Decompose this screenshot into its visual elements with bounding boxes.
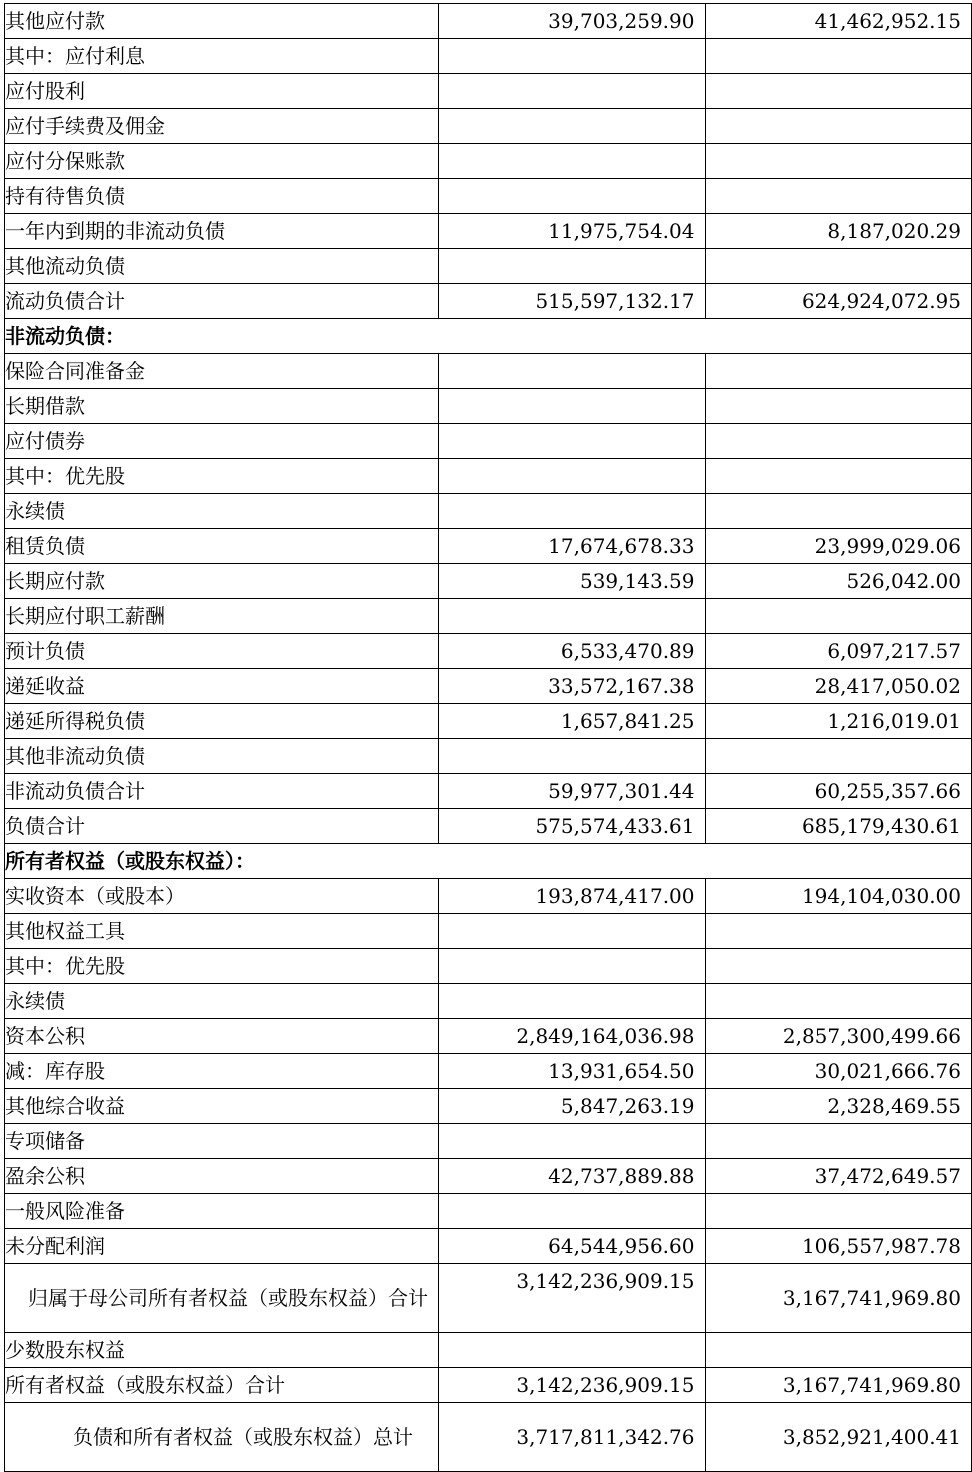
table-row — [5, 564, 972, 599]
subtotal-row — [5, 774, 972, 809]
table-row — [5, 1194, 972, 1229]
row-value-current: 42,737,889.88 — [439, 1159, 706, 1194]
row-value-current: 575,574,433.61 — [439, 809, 706, 844]
row-label: 专项储备 — [5, 1124, 439, 1159]
row-value-current — [439, 424, 706, 459]
row-label: 长期应付款 — [5, 564, 439, 599]
row-value-prior: 37,472,649.57 — [705, 1159, 972, 1194]
row-value-current: 17,674,678.33 — [439, 529, 706, 564]
row-value-prior — [705, 494, 972, 529]
row-value-prior: 41,462,952.15 — [705, 4, 972, 39]
table-row — [5, 949, 972, 984]
row-label: 应付分保账款 — [5, 144, 439, 179]
subtotal-row — [5, 284, 972, 319]
table-row — [5, 879, 972, 914]
row-value-prior — [705, 1333, 972, 1368]
row-value-current — [439, 914, 706, 949]
row-label: 其中：优先股 — [5, 949, 439, 984]
row-label: 所有者权益（或股东权益）合计 — [5, 1368, 439, 1403]
balance-sheet-table — [4, 3, 972, 1472]
row-value-current — [439, 179, 706, 214]
row-label: 未分配利润 — [5, 1229, 439, 1264]
grand-total-row — [5, 1403, 972, 1472]
row-value-prior — [705, 354, 972, 389]
row-value-prior — [705, 109, 972, 144]
table-row — [5, 634, 972, 669]
row-label: 减：库存股 — [5, 1054, 439, 1089]
row-value-current: 6,533,470.89 — [439, 634, 706, 669]
row-label: 一般风险准备 — [5, 1194, 439, 1229]
table-row — [5, 459, 972, 494]
row-value-prior — [705, 949, 972, 984]
row-value-prior: 6,097,217.57 — [705, 634, 972, 669]
table-row — [5, 599, 972, 634]
row-label: 永续债 — [5, 984, 439, 1019]
table-row — [5, 1019, 972, 1054]
table-row — [5, 984, 972, 1019]
row-value-prior: 28,417,050.02 — [705, 669, 972, 704]
row-value-prior: 23,999,029.06 — [705, 529, 972, 564]
row-value-current: 539,143.59 — [439, 564, 706, 599]
row-value-prior — [705, 914, 972, 949]
row-label: 保险合同准备金 — [5, 354, 439, 389]
table-row — [5, 1054, 972, 1089]
table-row — [5, 179, 972, 214]
row-label: 其中：优先股 — [5, 459, 439, 494]
row-value-current — [439, 1194, 706, 1229]
table-row — [5, 704, 972, 739]
section-title: 所有者权益（或股东权益）： — [5, 844, 972, 879]
row-label: 资本公积 — [5, 1019, 439, 1054]
table-row — [5, 1333, 972, 1368]
row-value-current — [439, 949, 706, 984]
row-value-current — [439, 1333, 706, 1368]
row-value-prior: 526,042.00 — [705, 564, 972, 599]
table-row — [5, 109, 972, 144]
subtotal-row — [5, 1264, 972, 1333]
row-label: 持有待售负债 — [5, 179, 439, 214]
row-label: 递延收益 — [5, 669, 439, 704]
table-row — [5, 389, 972, 424]
row-label: 盈余公积 — [5, 1159, 439, 1194]
section-header-row — [5, 844, 972, 879]
row-label: 流动负债合计 — [5, 284, 439, 319]
table-row — [5, 214, 972, 249]
row-value-current: 13,931,654.50 — [439, 1054, 706, 1089]
row-label: 其他应付款 — [5, 4, 439, 39]
row-label: 其他非流动负债 — [5, 739, 439, 774]
total-row — [5, 1368, 972, 1403]
row-value-current: 11,975,754.04 — [439, 214, 706, 249]
table-row — [5, 1229, 972, 1264]
row-value-current — [439, 1124, 706, 1159]
row-value-prior — [705, 74, 972, 109]
row-label: 少数股东权益 — [5, 1333, 439, 1368]
row-value-current — [439, 39, 706, 74]
row-label: 其他权益工具 — [5, 914, 439, 949]
row-label: 递延所得税负债 — [5, 704, 439, 739]
row-value-current — [439, 599, 706, 634]
row-label: 预计负债 — [5, 634, 439, 669]
table-row — [5, 494, 972, 529]
table-row — [5, 1124, 972, 1159]
row-value-current — [439, 109, 706, 144]
row-value-prior: 624,924,072.95 — [705, 284, 972, 319]
row-value-prior: 8,187,020.29 — [705, 214, 972, 249]
row-value-prior — [705, 599, 972, 634]
row-value-prior: 2,857,300,499.66 — [705, 1019, 972, 1054]
row-label: 负债合计 — [5, 809, 439, 844]
row-value-prior — [705, 984, 972, 1019]
row-value-prior: 194,104,030.00 — [705, 879, 972, 914]
table-row — [5, 669, 972, 704]
row-value-current: 3,142,236,909.15 — [439, 1368, 706, 1403]
row-value-current: 515,597,132.17 — [439, 284, 706, 319]
row-value-current: 3,142,236,909.15 — [439, 1264, 706, 1333]
row-value-prior: 106,557,987.78 — [705, 1229, 972, 1264]
table-row — [5, 249, 972, 284]
row-label: 长期借款 — [5, 389, 439, 424]
section-title: 非流动负债： — [5, 319, 972, 354]
table-row — [5, 529, 972, 564]
row-value-current — [439, 389, 706, 424]
row-value-prior: 1,216,019.01 — [705, 704, 972, 739]
row-value-prior — [705, 249, 972, 284]
row-value-current: 1,657,841.25 — [439, 704, 706, 739]
row-value-prior: 3,167,741,969.80 — [705, 1264, 972, 1333]
row-label: 非流动负债合计 — [5, 774, 439, 809]
row-value-prior — [705, 179, 972, 214]
table-row — [5, 914, 972, 949]
row-value-prior — [705, 1194, 972, 1229]
row-value-current — [439, 74, 706, 109]
table-row — [5, 39, 972, 74]
row-value-prior: 3,167,741,969.80 — [705, 1368, 972, 1403]
row-value-current: 3,717,811,342.76 — [439, 1403, 706, 1472]
row-label: 应付手续费及佣金 — [5, 109, 439, 144]
row-label: 租赁负债 — [5, 529, 439, 564]
row-value-current: 59,977,301.44 — [439, 774, 706, 809]
row-value-current: 33,572,167.38 — [439, 669, 706, 704]
row-value-current: 5,847,263.19 — [439, 1089, 706, 1124]
row-label: 应付债券 — [5, 424, 439, 459]
row-label: 其他流动负债 — [5, 249, 439, 284]
row-value-current: 2,849,164,036.98 — [439, 1019, 706, 1054]
row-label: 负债和所有者权益（或股东权益）总计 — [5, 1403, 439, 1472]
row-value-prior — [705, 424, 972, 459]
row-value-current — [439, 354, 706, 389]
row-value-current — [439, 249, 706, 284]
row-value-prior — [705, 389, 972, 424]
table-row — [5, 424, 972, 459]
row-label: 永续债 — [5, 494, 439, 529]
table-row — [5, 354, 972, 389]
row-label: 一年内到期的非流动负债 — [5, 214, 439, 249]
row-value-prior — [705, 144, 972, 179]
row-value-current: 193,874,417.00 — [439, 879, 706, 914]
table-row — [5, 1159, 972, 1194]
row-label: 长期应付职工薪酬 — [5, 599, 439, 634]
table-row — [5, 1089, 972, 1124]
row-value-current: 39,703,259.90 — [439, 4, 706, 39]
row-value-current — [439, 739, 706, 774]
row-value-prior: 685,179,430.61 — [705, 809, 972, 844]
row-label: 归属于母公司所有者权益（或股东权益）合计 — [5, 1264, 439, 1333]
table-row — [5, 4, 972, 39]
row-value-prior: 60,255,357.66 — [705, 774, 972, 809]
row-label: 其他综合收益 — [5, 1089, 439, 1124]
section-header-row — [5, 319, 972, 354]
row-value-prior — [705, 739, 972, 774]
row-value-prior — [705, 1124, 972, 1159]
row-value-prior: 2,328,469.55 — [705, 1089, 972, 1124]
row-label: 实收资本（或股本） — [5, 879, 439, 914]
row-value-prior — [705, 39, 972, 74]
row-value-current — [439, 494, 706, 529]
table-row — [5, 144, 972, 179]
row-value-prior: 3,852,921,400.41 — [705, 1403, 972, 1472]
table-row — [5, 739, 972, 774]
row-value-current — [439, 144, 706, 179]
row-value-current — [439, 459, 706, 494]
row-label: 应付股利 — [5, 74, 439, 109]
row-value-current — [439, 984, 706, 1019]
row-value-current: 64,544,956.60 — [439, 1229, 706, 1264]
total-row — [5, 809, 972, 844]
row-label: 其中：应付利息 — [5, 39, 439, 74]
row-value-prior: 30,021,666.76 — [705, 1054, 972, 1089]
row-value-prior — [705, 459, 972, 494]
table-row — [5, 74, 972, 109]
